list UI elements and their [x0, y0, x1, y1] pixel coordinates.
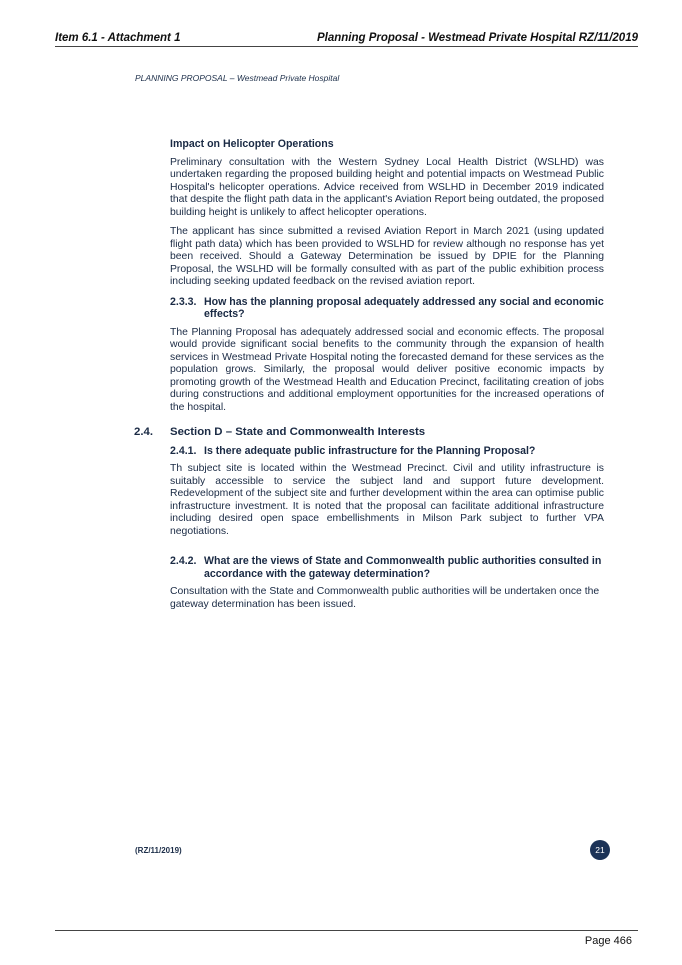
section-title: What are the views of State and Commonwealth public authorities consulted in accordance with the gateway determination?: [204, 555, 602, 580]
spacer: [170, 545, 604, 555]
section-2-3-3-paragraph: The Planning Proposal has adequately addressed social and economic effects. The proposal would provide significant social benefits to the community through the expansion of health services in Westmead Private Hospital noting the forecasted demand for these services as the population grows. Similarly, the proposal would deliver positive economic impacts by promoting growth of the Westmead Health and Education Precinct, facilitating creation of jobs during constructions and additional employment opportunities for the increased operations of the hospital.: [170, 326, 604, 413]
helicopter-heading: Impact on Helicopter Operations: [170, 138, 334, 150]
footer-divider: [55, 930, 638, 931]
section-2-4-2-heading: [170, 555, 604, 580]
page-number: Page 466: [584, 935, 632, 947]
section-2-3-3-heading: [170, 296, 604, 321]
section-number: 2.4.2.: [170, 555, 197, 567]
section-number: 2.4.: [134, 426, 153, 438]
section-2-4-1-heading: [170, 445, 604, 458]
helicopter-paragraph-1: Preliminary consultation with the Western Sydney Local Health District (WSLHD) was undertaken regarding the proposed building height and potential impacts on Westmead Public Hospital's helicopter operations. Advice received from WSLHD in December 2019 indicated that despite the flight path data in the applicant's Aviation Report being outdated, the proposed building height is unlikely to affect helicopter operations.: [170, 156, 604, 218]
attachment-label: Item 6.1 - Attachment 1: [55, 32, 181, 44]
document-title: Planning Proposal - Westmead Private Hospital RZ/11/2019: [316, 32, 638, 44]
helicopter-paragraph-2: The applicant has since submitted a revised Aviation Report in March 2021 (using updated flight path data) which has been provided to WSLHD for review although no response has yet been received. Should a Gateway Determination be issued by DPIE for the Planning Proposal, the WSLHD will be formally consulted with as part of the public exhibition process including seeking updated feedback on the revised aviation report.: [170, 226, 604, 287]
section-2-4-1-paragraph: Th subject site is located within the Westmead Precinct. Civil and utility infrastructure is suitably accessible to service the subject land and support future development. Redevelopment of the subject site and further development within the area can optimise public infrastructure investment. It is noted that the proposal can facilitate additional infrastructure including desired open space embellishments in Milson Park subject to further VPA negotiations.: [170, 463, 604, 537]
section-title: Section D – State and Commonwealth Interests: [170, 426, 426, 438]
section-2-4-heading: [134, 426, 604, 439]
document-body: [134, 138, 604, 618]
section-title: How has the planning proposal adequately addressed any social and economic effects?: [204, 295, 604, 320]
document-header: [55, 32, 638, 47]
section-2-4-2-paragraph: Consultation with the State and Commonwealth public authorities will be undertaken once the gateway determination has been issued.: [170, 586, 600, 610]
section-title: Is there adequate public infrastructure for the Planning Proposal?: [204, 444, 536, 457]
section-number: 2.4.1.: [170, 444, 197, 457]
section-number: 2.3.3.: [170, 295, 197, 308]
running-header: PLANNING PROPOSAL – Westmead Private Hospital: [135, 73, 340, 83]
reference-code: (RZ/11/2019): [135, 846, 182, 855]
page-badge: 21: [590, 840, 610, 860]
